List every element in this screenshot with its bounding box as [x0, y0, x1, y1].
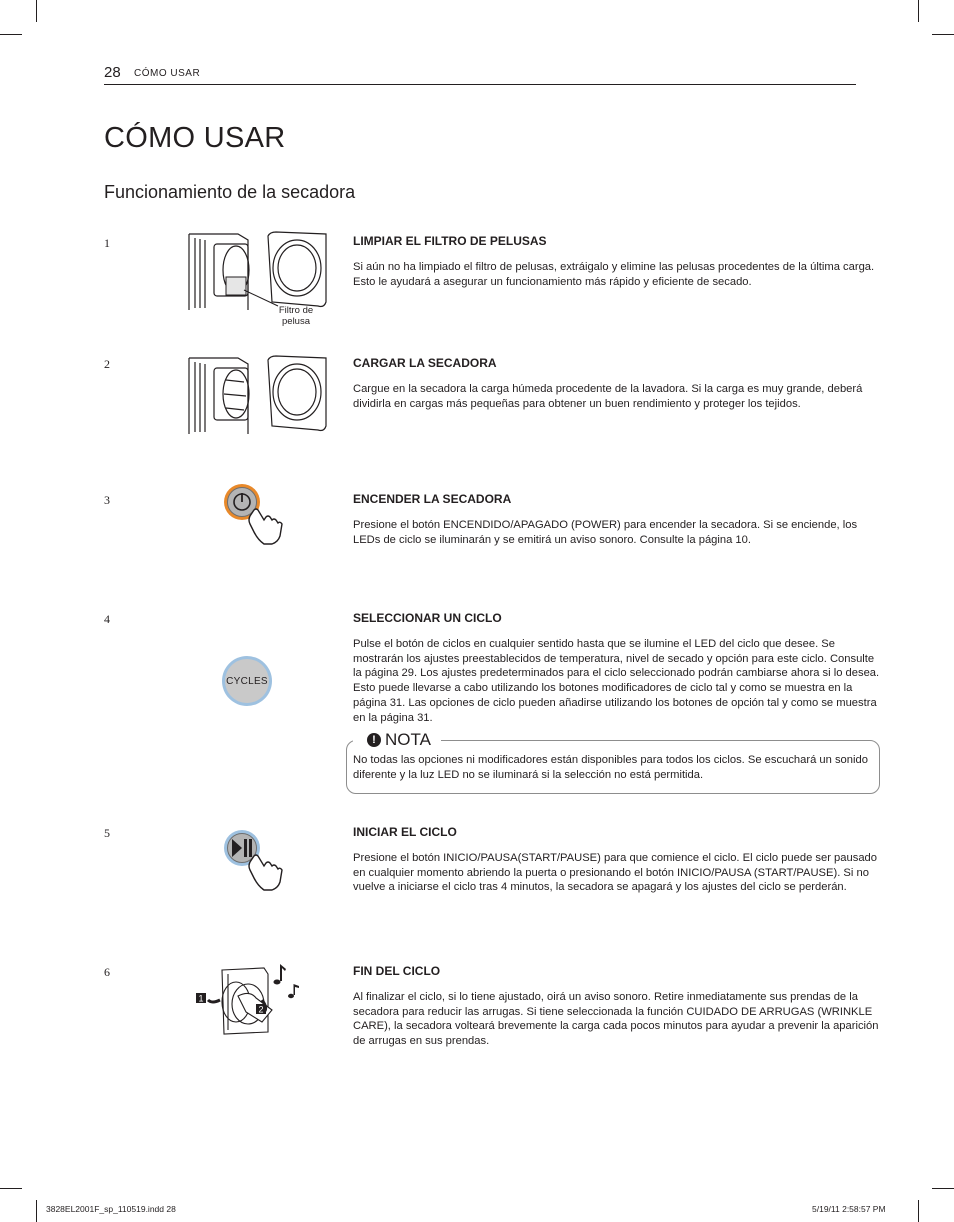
step-block [353, 356, 881, 411]
lint-filter-caption: Filtro de pelusa [278, 305, 314, 327]
cycles-button-label: CYCLES [225, 659, 269, 703]
note-text: No todas las opciones ni modificadores están disponibles para todos los ciclos. Se escuchará un sonido diferente y la luz LED no se iluminará si la selección no está permitida. [353, 754, 868, 781]
crop-mark [36, 0, 37, 22]
footer-file-info: 3828EL2001F_sp_110519.indd 28 [46, 1204, 176, 1214]
step-number: 1 [104, 236, 110, 250]
crop-mark [932, 1188, 954, 1189]
crop-mark [0, 1188, 22, 1189]
step-heading: FIN DEL CICLO [353, 964, 441, 978]
note-label [353, 730, 441, 750]
page-header [104, 64, 856, 85]
step-body: Cargue en la secadora la carga húmeda procedente de la lavadora. Si la carga es muy grande, deberá dividirla en cargas más pequeñas para obtener un buen rendimiento y proteger los tejidos. [353, 383, 863, 410]
step-number: 6 [104, 965, 110, 979]
step-badge-1: 1 [198, 993, 204, 1004]
dryer-load-illustration [186, 354, 331, 436]
dryer-lint-filter-illustration [186, 230, 331, 312]
running-head: CÓMO USAR [134, 68, 201, 79]
step-body: Pulse el botón de ciclos en cualquier sentido hasta que se ilumine el LED del ciclo que desee. Se mostrarán los ajustes preestablecidos de temperatura, nivel de secado y opción para este ciclo. Consulte la página 29. Los ajustes predeterminados para el ciclo seleccionado podrán cambiarse ahora si lo desea. Esto puede llevarse a cabo utilizando los botones modificadores de ciclo tal y como se muestra en la página 31. Las opciones de ciclo pueden añadirse utilizando los botones de opción tal y como se muestra en la página 31. [353, 638, 880, 724]
step-block [353, 234, 881, 289]
section-subtitle: Funcionamiento de la secadora [104, 182, 356, 202]
step-number: 3 [104, 493, 110, 507]
footer-timestamp: 5/19/11 2:58:57 PM [812, 1204, 886, 1214]
step-block [353, 492, 881, 547]
page-number: 28 [104, 64, 121, 81]
step-block [353, 964, 881, 1049]
crop-mark [932, 34, 954, 35]
crop-mark [918, 0, 919, 22]
step-body: Presione el botón INICIO/PAUSA(START/PAUSE) para que comience el ciclo. El ciclo puede ser pausado en cualquier momento abriendo la puerta o presionando el botón INICIO/PAUSA (START/PAUSE). Si no vuelve a iniciarse el ciclo tras 4 minutos, la secadora se apagará y los ajustes del ciclo se perderán. [353, 852, 877, 894]
music-note-icon [274, 964, 300, 998]
cycles-button-ring [222, 656, 272, 706]
step-badge-2: 2 [258, 1004, 264, 1015]
step-heading: INICIAR EL CICLO [353, 825, 457, 839]
step-heading: SELECCIONAR UN CICLO [353, 611, 502, 625]
step-number: 2 [104, 357, 110, 371]
step-number: 5 [104, 826, 110, 840]
crop-mark [918, 1200, 919, 1222]
step-block [353, 611, 881, 725]
step-heading: LIMPIAR EL FILTRO DE PELUSAS [353, 234, 547, 248]
step-heading: CARGAR LA SECADORA [353, 356, 497, 370]
page-title: CÓMO USAR [104, 122, 286, 154]
step-body: Presione el botón ENCENDIDO/APAGADO (POWER) para encender la secadora. Si se enciende, los LEDs de ciclo se iluminarán y se emitirá un aviso sonoro. Consulte la página 10. [353, 519, 858, 546]
note-title: NOTA [385, 730, 431, 749]
crop-mark [0, 34, 22, 35]
power-button-illustration [220, 480, 286, 548]
note-box [346, 730, 880, 794]
end-of-cycle-illustration [194, 960, 304, 1036]
exclamation-icon: ! [367, 733, 381, 747]
step-heading: ENCENDER LA SECADORA [353, 492, 512, 506]
step-body: Al finalizar el ciclo, si lo tiene ajustado, oirá un aviso sonoro. Retire inmediatamente sus prendas de la secadora para reducir las arrugas. Si tiene seleccionada la función CUIDADO DE ARRUGAS (WRINKLE CARE), la secadora volteará brevemente la carga cada pocos minutos para ayudar a prevenir la aparición de arrugas en sus prendas. [353, 991, 879, 1048]
start-pause-button-illustration [220, 826, 286, 892]
step-number: 4 [104, 612, 110, 626]
step-body: Si aún no ha limpiado el filtro de pelusas, extráigalo y elimine las pelusas procedentes de la última carga. Esto le ayudará a asegurar un funcionamiento más rápido y eficiente de secado. [353, 261, 875, 288]
crop-mark [36, 1200, 37, 1222]
step-block [353, 825, 881, 895]
